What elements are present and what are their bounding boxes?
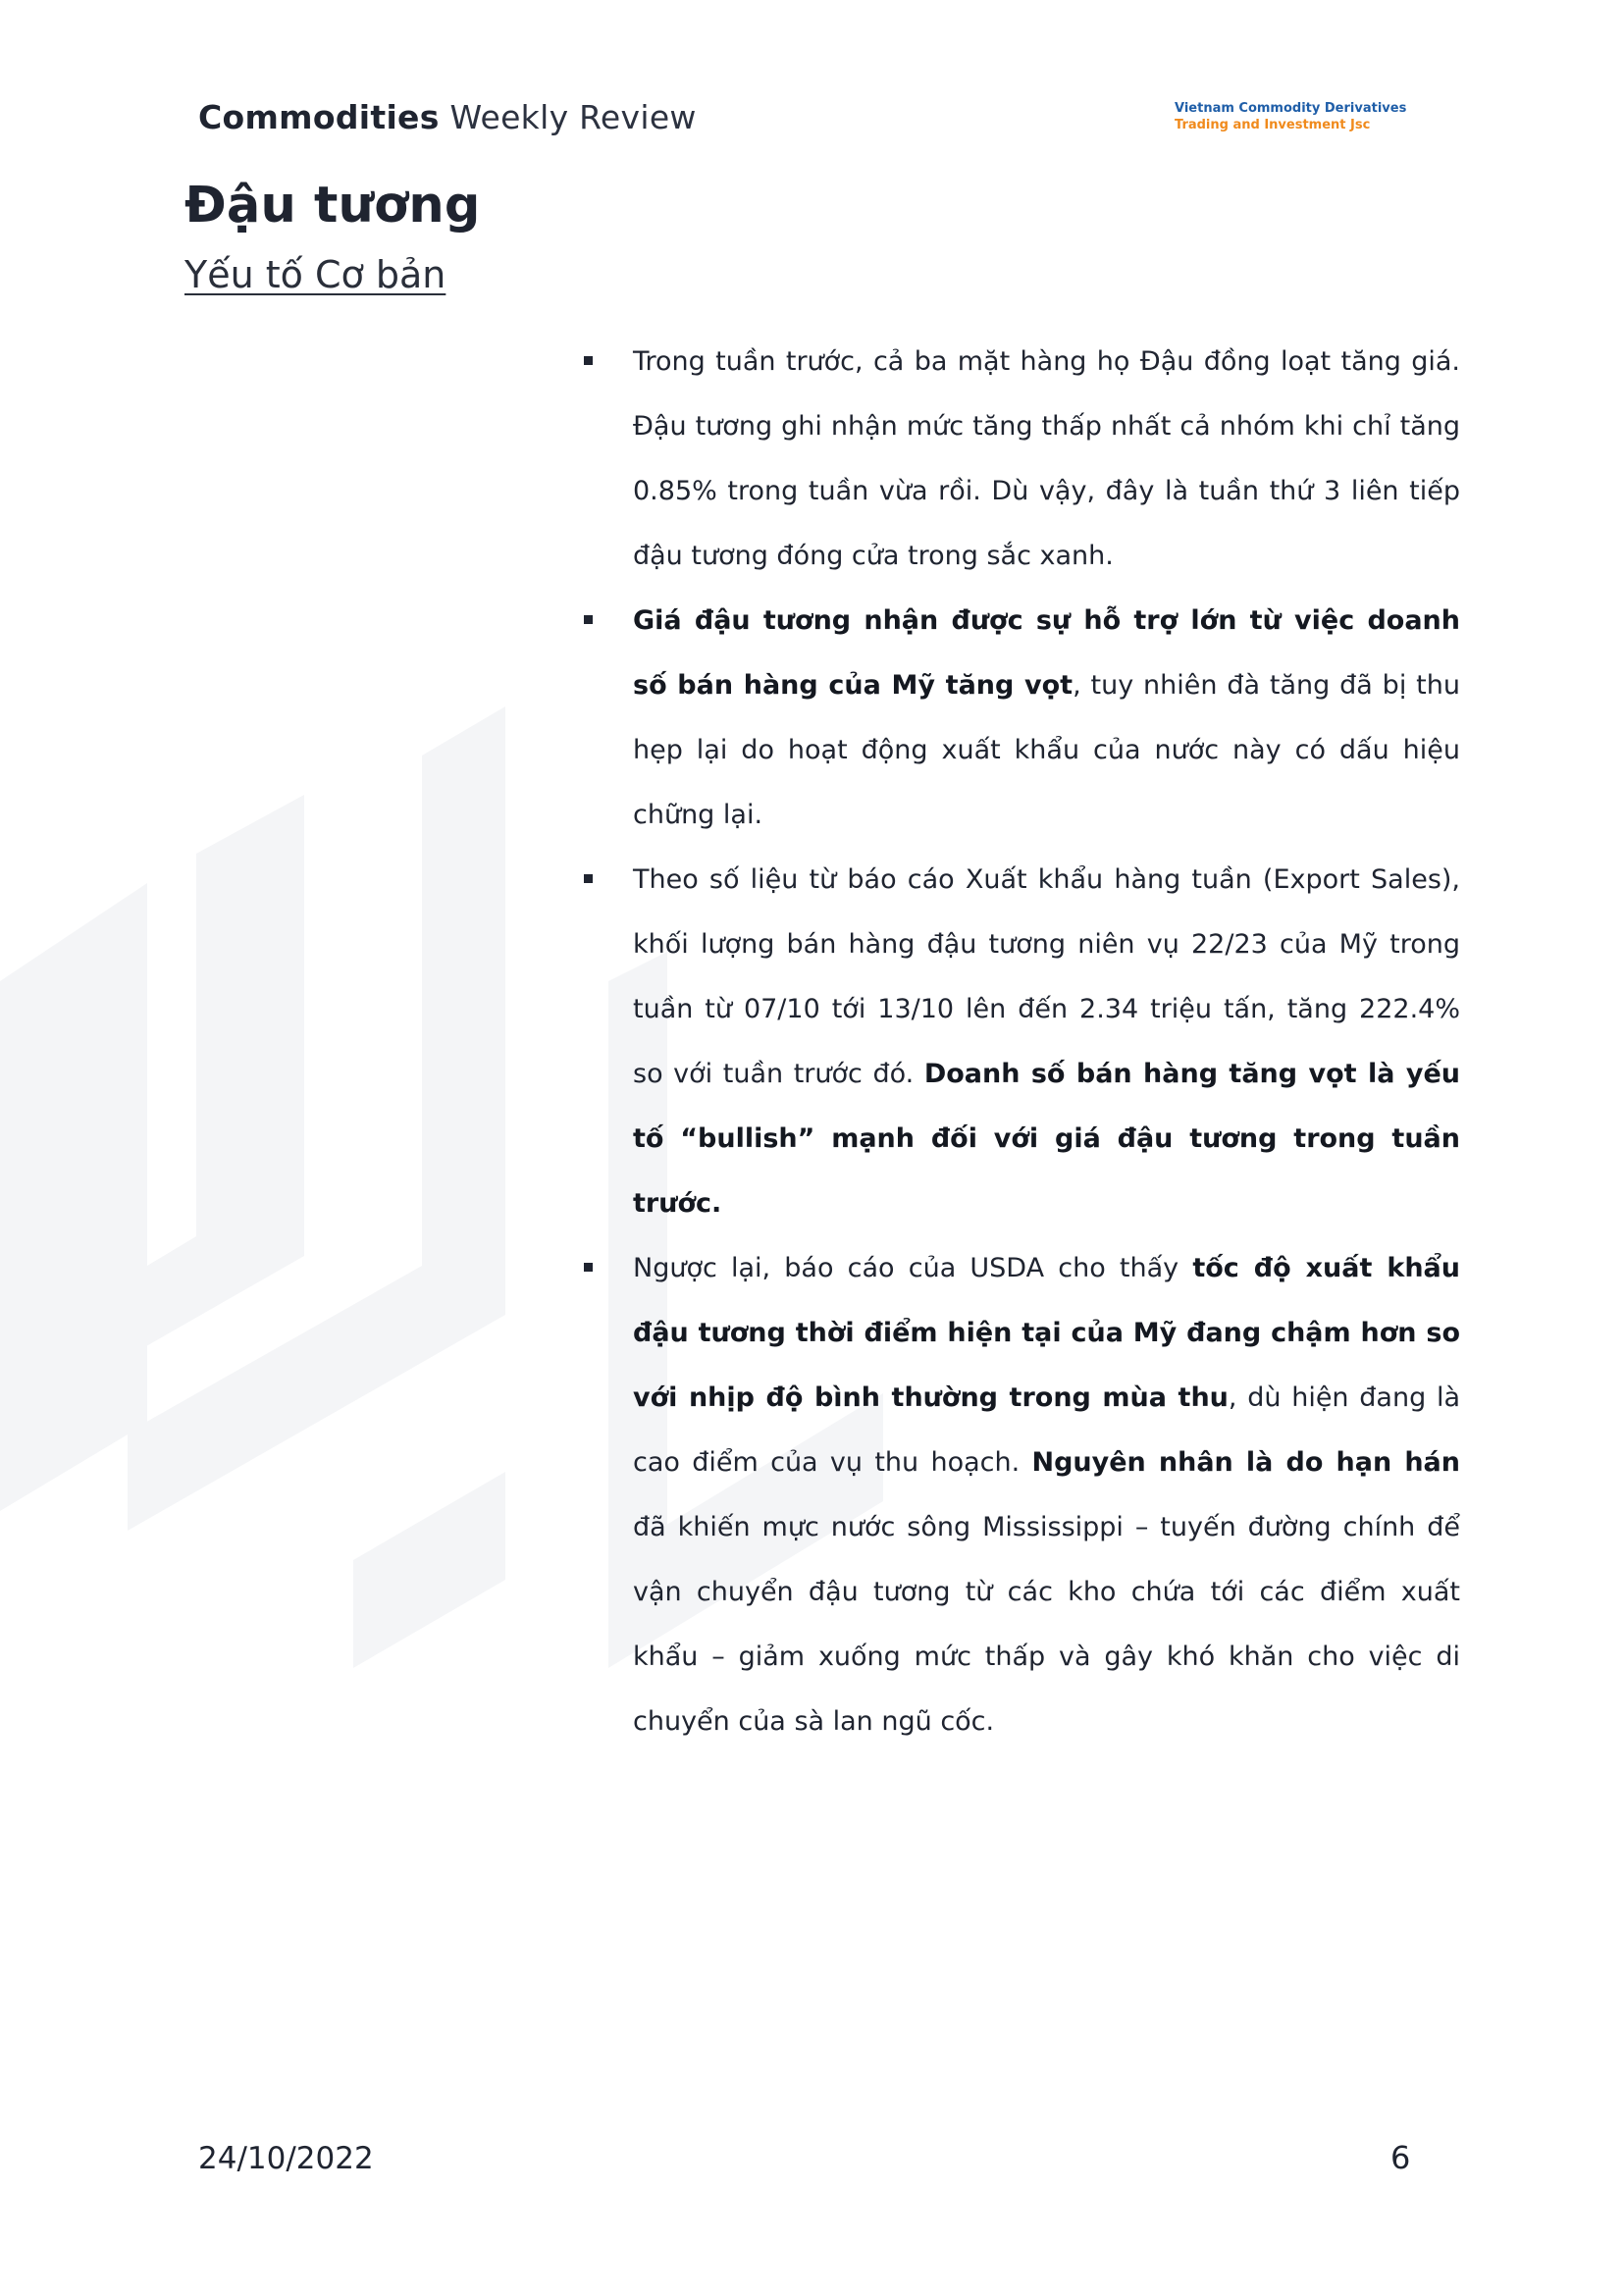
- header-title-light: Weekly Review: [449, 98, 697, 136]
- bullet-marker-icon: [584, 356, 593, 365]
- company-logo: [1175, 100, 1406, 133]
- bullet-marker-icon: [584, 874, 593, 883]
- report-header-title: [198, 98, 697, 136]
- bullet-text: , dù hiện đang là cao điểm của vụ thu hoạch.: [633, 1382, 1461, 1478]
- bullet-bold-text: Giá đậu tương nhận được sự hỗ trợ lớn từ việc doanh số bán hàng của Mỹ tăng vọt: [633, 605, 1460, 701]
- bullet-marker-icon: [584, 1263, 593, 1272]
- section-title: Yếu tố Cơ bản: [184, 253, 446, 296]
- bullet-text: Ngược lại, báo cáo của USDA cho thấy: [633, 1253, 1193, 1283]
- page-number: 6: [1390, 2139, 1411, 2176]
- page-title: Đậu tương: [184, 177, 481, 235]
- bullet-marker-icon: [584, 615, 593, 624]
- footer-date: 24/10/2022: [198, 2141, 374, 2176]
- main-content: [584, 330, 1460, 1754]
- header-title-bold: Commodities: [198, 98, 440, 136]
- bullet-text: , tuy nhiên đà tăng đã bị thu hẹp lại do hoạt động xuất khẩu của nước này có dấu hiệu chững lại.: [633, 670, 1460, 830]
- bullet-item: [584, 330, 1460, 589]
- bullet-text: Theo số liệu từ báo cáo Xuất khẩu hàng tuần (Export Sales), khối lượng bán hàng đậu tương niên vụ 22/23 của Mỹ trong tuần từ 07/10 tới 13/10 lên đến 2.34 triệu tấn, tăng 222.4% so với tuần trước đó.: [633, 864, 1460, 1089]
- bullet-list: [584, 330, 1460, 1754]
- logo-line-2: Trading and Investment Jsc: [1175, 118, 1371, 132]
- bullet-item: [584, 589, 1460, 848]
- bullet-bold-text: tốc độ xuất khẩu đậu tương thời điểm hiện tại của Mỹ đang chậm hơn so với nhịp độ bình thường trong mùa thu: [633, 1253, 1460, 1413]
- bullet-item: [584, 848, 1460, 1236]
- bullet-text: đã khiến mực nước sông Mississippi – tuyến đường chính để vận chuyển đậu tương từ các kho chứa tới các điểm xuất khẩu – giảm xuống mức thấp và gây khó khăn cho việc di chuyển của sà lan ngũ cốc.: [633, 1512, 1460, 1737]
- bullet-bold-text: Nguyên nhân là do hạn hán: [1031, 1447, 1460, 1478]
- bullet-item: [584, 1236, 1460, 1754]
- bullet-text: Trong tuần trước, cả ba mặt hàng họ Đậu đồng loạt tăng giá. Đậu tương ghi nhận mức tăng thấp nhất cả nhóm khi chỉ tăng 0.85% trong tuần vừa rồi. Dù vậy, đây là tuần thứ 3 liên tiếp đậu tương đóng cửa trong sắc xanh.: [633, 346, 1460, 571]
- logo-line-1: Vietnam Commodity Derivatives: [1175, 101, 1407, 116]
- bullet-bold-text: Doanh số bán hàng tăng vọt là yếu tố “bullish” mạnh đối với giá đậu tương trong tuần trước.: [633, 1059, 1460, 1219]
